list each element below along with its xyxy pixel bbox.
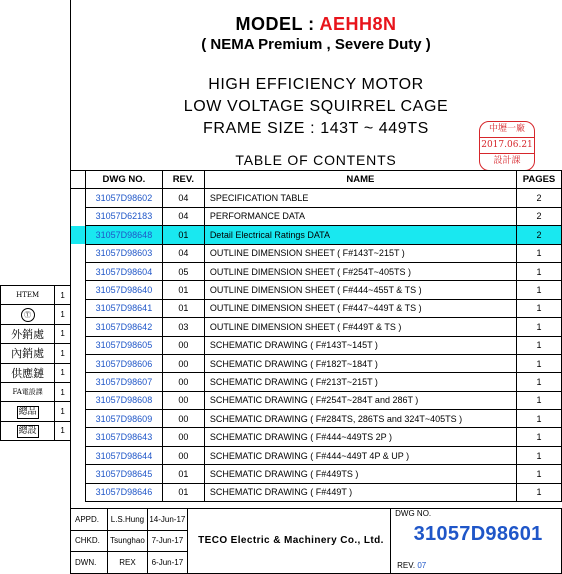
rev-cell: 00 bbox=[162, 446, 204, 464]
seal-dept: 設計課 bbox=[493, 156, 521, 166]
signer-cell: Tsunghao bbox=[107, 530, 147, 552]
table-row bbox=[71, 299, 562, 317]
pages-cell: 1 bbox=[517, 299, 562, 317]
role-cell: CHKD. bbox=[71, 530, 108, 552]
role-cell: DWN. bbox=[71, 552, 108, 574]
dwg-number-cell: 31057D98604 bbox=[85, 262, 162, 280]
role-cell: APPD. bbox=[71, 509, 108, 531]
rev-cell: 04 bbox=[162, 244, 204, 262]
dwg-number-cell: 31057D98643 bbox=[85, 428, 162, 446]
row-blank-cell bbox=[71, 465, 86, 483]
row-blank-cell bbox=[71, 391, 86, 409]
signer-cell: L.S.Hung bbox=[107, 509, 147, 531]
pages-cell: 2 bbox=[517, 189, 562, 207]
dwg-number-cell: 31057D98640 bbox=[85, 281, 162, 299]
distribution-label-text: 總品 bbox=[18, 407, 37, 418]
pages-cell: 2 bbox=[517, 226, 562, 244]
pages-cell: 1 bbox=[517, 318, 562, 336]
rev-cell: 01 bbox=[162, 299, 204, 317]
distribution-label bbox=[1, 402, 55, 421]
name-cell: OUTLINE DIMENSION SHEET ( F#447~449T & TS ) bbox=[204, 299, 516, 317]
table-header-row bbox=[71, 171, 562, 189]
row-blank-cell bbox=[71, 244, 86, 262]
distribution-label bbox=[1, 421, 55, 440]
distribution-label bbox=[1, 286, 55, 305]
description-line-3: FRAME SIZE : 143T ~ 449TS bbox=[203, 120, 429, 137]
col-dwg-header: DWG NO. bbox=[85, 171, 162, 189]
dwg-number-cell: 31057D98607 bbox=[85, 373, 162, 391]
table-row bbox=[71, 226, 562, 244]
date-cell: 14-Jun-17 bbox=[147, 509, 187, 531]
distribution-count: 1 bbox=[55, 286, 71, 305]
table-row bbox=[71, 281, 562, 299]
table-row bbox=[71, 483, 562, 501]
blank-header bbox=[71, 171, 86, 189]
dwg-number-cell: 31057D98641 bbox=[85, 299, 162, 317]
rev-cell: 00 bbox=[162, 373, 204, 391]
row-blank-cell bbox=[71, 281, 86, 299]
signer-cell: REX bbox=[107, 552, 147, 574]
table-row bbox=[71, 373, 562, 391]
name-cell: Detail Electrical Ratings DATA bbox=[204, 226, 516, 244]
distribution-count: 1 bbox=[55, 421, 71, 440]
rev-cell: 00 bbox=[162, 428, 204, 446]
distribution-count: 1 bbox=[55, 305, 71, 324]
dwg-number-cell: 31057D98644 bbox=[85, 446, 162, 464]
name-cell: OUTLINE DIMENSION SHEET ( F#143T~215T ) bbox=[204, 244, 516, 262]
table-row bbox=[71, 428, 562, 446]
distribution-label-text: Ⓣ bbox=[21, 308, 35, 322]
drawing-number-block bbox=[391, 509, 562, 574]
model-label: MODEL : bbox=[235, 14, 320, 34]
rev-cell: 01 bbox=[162, 281, 204, 299]
pages-cell: 1 bbox=[517, 428, 562, 446]
pages-cell: 1 bbox=[517, 465, 562, 483]
distribution-row bbox=[1, 324, 71, 343]
distribution-label-text: FA電設課 bbox=[12, 388, 43, 397]
date-cell: 7-Jun-17 bbox=[147, 530, 187, 552]
pages-cell: 1 bbox=[517, 244, 562, 262]
dwg-no-value: 31057D98601 bbox=[413, 523, 543, 545]
distribution-label bbox=[1, 305, 55, 324]
distribution-label-text: 內銷處 bbox=[11, 347, 45, 361]
rev-cell: 00 bbox=[162, 410, 204, 428]
col-rev-header: REV. bbox=[162, 171, 204, 189]
description-line-2: LOW VOLTAGE SQUIRREL CAGE bbox=[183, 98, 449, 115]
name-cell: SCHEMATIC DRAWING ( F#444~449T 4P & UP ) bbox=[204, 446, 516, 464]
rev-value: 07 bbox=[417, 560, 427, 570]
dwg-number-cell: 31057D98608 bbox=[85, 391, 162, 409]
table-row bbox=[71, 262, 562, 280]
rev-block bbox=[397, 561, 426, 570]
approval-seal bbox=[479, 121, 535, 171]
name-cell: SCHEMATIC DRAWING ( F#284TS, 286TS and 324T~405TS ) bbox=[204, 410, 516, 428]
distribution-row bbox=[1, 344, 71, 363]
pages-cell: 1 bbox=[517, 336, 562, 354]
name-cell: OUTLINE DIMENSION SHEET ( F#449T & TS ) bbox=[204, 318, 516, 336]
distribution-row bbox=[1, 382, 71, 401]
distribution-row bbox=[1, 421, 71, 440]
row-blank-cell bbox=[71, 336, 86, 354]
pages-cell: 1 bbox=[517, 373, 562, 391]
row-blank-cell bbox=[71, 262, 86, 280]
dwg-number-cell: 31057D98609 bbox=[85, 410, 162, 428]
rev-cell: 01 bbox=[162, 226, 204, 244]
description-line-1: HIGH EFFICIENCY MOTOR bbox=[208, 76, 424, 93]
table-row bbox=[71, 207, 562, 225]
seal-top: 中壢一廠 bbox=[480, 122, 534, 138]
rev-label: REV. bbox=[397, 560, 416, 570]
name-cell: SPECIFICATION TABLE bbox=[204, 189, 516, 207]
name-cell: OUTLINE DIMENSION SHEET ( F#444~455T & TS ) bbox=[204, 281, 516, 299]
name-cell: SCHEMATIC DRAWING ( F#444~449TS 2P ) bbox=[204, 428, 516, 446]
rev-cell: 00 bbox=[162, 354, 204, 372]
distribution-count: 1 bbox=[55, 324, 71, 343]
name-cell: OUTLINE DIMENSION SHEET ( F#254T~405TS ) bbox=[204, 262, 516, 280]
title-block-row bbox=[71, 509, 562, 531]
row-blank-cell bbox=[71, 373, 86, 391]
distribution-table bbox=[0, 285, 71, 441]
col-name-header: NAME bbox=[204, 171, 516, 189]
table-row bbox=[71, 244, 562, 262]
distribution-count: 1 bbox=[55, 402, 71, 421]
distribution-count: 1 bbox=[55, 344, 71, 363]
distribution-label bbox=[1, 344, 55, 363]
company-name: TECO Electric & Machinery Co., Ltd. bbox=[187, 509, 390, 574]
distribution-label-text: 總設 bbox=[18, 426, 37, 437]
name-cell: SCHEMATIC DRAWING ( F#254T~284T and 286T ) bbox=[204, 391, 516, 409]
model-value: AEHH8N bbox=[319, 14, 397, 34]
distribution-row bbox=[1, 363, 71, 382]
dwg-number-cell: 31057D98642 bbox=[85, 318, 162, 336]
dwg-number-cell: 31057D98645 bbox=[85, 465, 162, 483]
row-blank-cell bbox=[71, 226, 86, 244]
dwg-number-cell: 31057D98646 bbox=[85, 483, 162, 501]
row-blank-cell bbox=[71, 410, 86, 428]
rev-cell: 00 bbox=[162, 391, 204, 409]
table-row bbox=[71, 446, 562, 464]
dwg-no-label: DWG NO. bbox=[395, 509, 432, 518]
table-row bbox=[71, 354, 562, 372]
pages-cell: 1 bbox=[517, 281, 562, 299]
rev-cell: 04 bbox=[162, 207, 204, 225]
distribution-label bbox=[1, 382, 55, 401]
row-blank-cell bbox=[71, 428, 86, 446]
table-row bbox=[71, 465, 562, 483]
row-blank-cell bbox=[71, 446, 86, 464]
name-cell: SCHEMATIC DRAWING ( F#143T~145T ) bbox=[204, 336, 516, 354]
distribution-row bbox=[1, 402, 71, 421]
pages-cell: 1 bbox=[517, 410, 562, 428]
rev-cell: 01 bbox=[162, 465, 204, 483]
table-row bbox=[71, 391, 562, 409]
pages-cell: 1 bbox=[517, 354, 562, 372]
pages-cell: 1 bbox=[517, 391, 562, 409]
row-blank-cell bbox=[71, 483, 86, 501]
col-pages-header: PAGES bbox=[517, 171, 562, 189]
table-row bbox=[71, 318, 562, 336]
model-subtitle: ( NEMA Premium , Severe Duty ) bbox=[201, 36, 431, 53]
name-cell: SCHEMATIC DRAWING ( F#182T~184T ) bbox=[204, 354, 516, 372]
dwg-number-cell: 31057D98606 bbox=[85, 354, 162, 372]
row-blank-cell bbox=[71, 354, 86, 372]
dwg-number-cell: 31057D98648 bbox=[85, 226, 162, 244]
distribution-count: 1 bbox=[55, 382, 71, 401]
rev-cell: 05 bbox=[162, 262, 204, 280]
dwg-number-cell: 31057D98605 bbox=[85, 336, 162, 354]
name-cell: PERFORMANCE DATA bbox=[204, 207, 516, 225]
dwg-number-cell: 31057D98603 bbox=[85, 244, 162, 262]
rev-cell: 04 bbox=[162, 189, 204, 207]
rev-cell: 01 bbox=[162, 483, 204, 501]
distribution-label bbox=[1, 363, 55, 382]
distribution-count: 1 bbox=[55, 363, 71, 382]
distribution-label bbox=[1, 324, 55, 343]
table-row bbox=[71, 189, 562, 207]
distribution-row bbox=[1, 286, 71, 305]
row-blank-cell bbox=[71, 299, 86, 317]
distribution-label-text: 外銷處 bbox=[11, 327, 45, 341]
name-cell: SCHEMATIC DRAWING ( F#449TS ) bbox=[204, 465, 516, 483]
name-cell: SCHEMATIC DRAWING ( F#449T ) bbox=[204, 483, 516, 501]
table-row bbox=[71, 336, 562, 354]
table-row bbox=[71, 410, 562, 428]
distribution-row bbox=[1, 305, 71, 324]
pages-cell: 1 bbox=[517, 262, 562, 280]
dwg-number-cell: 31057D98602 bbox=[85, 189, 162, 207]
contents-table bbox=[70, 170, 562, 502]
pages-cell: 1 bbox=[517, 483, 562, 501]
pages-cell: 2 bbox=[517, 207, 562, 225]
model-title bbox=[70, 14, 562, 35]
title-block bbox=[70, 508, 562, 574]
name-cell: SCHEMATIC DRAWING ( F#213T~215T ) bbox=[204, 373, 516, 391]
date-cell: 6-Jun-17 bbox=[147, 552, 187, 574]
row-blank-cell bbox=[71, 318, 86, 336]
row-blank-cell bbox=[71, 189, 86, 207]
row-blank-cell bbox=[71, 207, 86, 225]
distribution-label-text: 供應鏈 bbox=[11, 366, 45, 380]
rev-cell: 03 bbox=[162, 318, 204, 336]
toc-title: TABLE OF CONTENTS bbox=[235, 152, 397, 168]
pages-cell: 1 bbox=[517, 446, 562, 464]
seal-date: 2017.06.21 bbox=[480, 138, 534, 154]
rev-cell: 00 bbox=[162, 336, 204, 354]
distribution-label-text: HTEM bbox=[16, 291, 40, 300]
dwg-number-cell: 31057D62183 bbox=[85, 207, 162, 225]
